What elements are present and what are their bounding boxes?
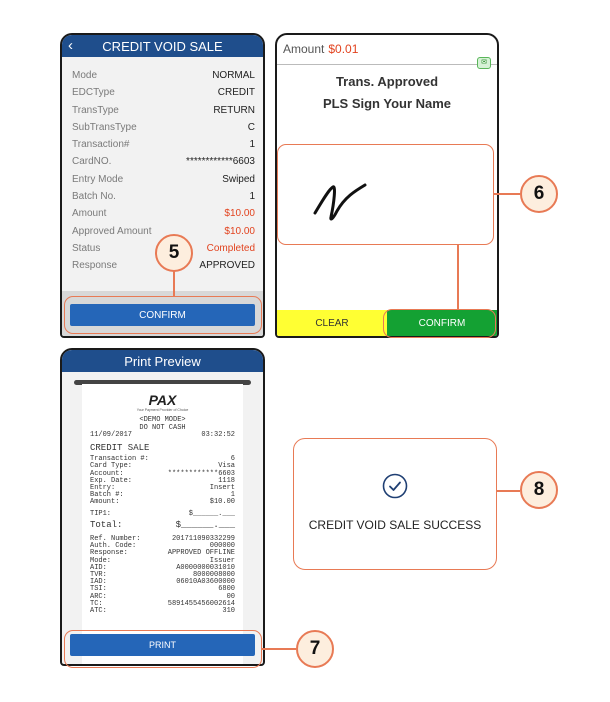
tip-label: TIP1: — [90, 509, 112, 518]
receipt-label: Card Type: — [90, 462, 133, 471]
detail-label: Status — [72, 242, 101, 254]
detail-value: 1 — [249, 191, 255, 203]
amount-bar — [277, 35, 497, 65]
screen1-header — [62, 35, 263, 57]
detail-label: Entry Mode — [72, 173, 124, 185]
detail-row — [72, 188, 255, 205]
receipt-label: AID: — [90, 563, 107, 572]
highlight-confirm-signature — [383, 309, 496, 338]
callout-6: 6 — [520, 175, 558, 213]
receipt-title: CREDIT SALE — [90, 443, 150, 454]
highlight-signature — [277, 144, 494, 245]
detail-value: C — [247, 121, 255, 133]
tip-value: $______.___ — [188, 509, 235, 518]
amount-label: Amount — [283, 42, 325, 56]
receipt-time: 03:32:52 — [201, 431, 235, 439]
check-circle-icon — [382, 473, 408, 499]
credit-void-sale-screen — [60, 33, 265, 338]
detail-value: 1 — [249, 139, 255, 151]
detail-label: Mode — [72, 70, 98, 81]
demo-mode: <DEMO MODE> — [139, 416, 186, 424]
detail-value: RETURN — [213, 104, 255, 116]
detail-row — [72, 84, 255, 101]
detail-label: Amount — [72, 208, 107, 220]
receipt-label: Exp. Date: — [90, 476, 133, 485]
success-card — [293, 438, 497, 570]
print-preview-screen — [60, 348, 265, 666]
detail-value: NORMAL — [212, 70, 255, 81]
receipt-emv-details — [90, 536, 235, 615]
sign-prompt: PLS Sign Your Name — [322, 96, 452, 111]
receipt-value: Visa — [218, 462, 235, 471]
detail-value: $10.00 — [224, 225, 255, 237]
detail-value: CREDIT — [217, 87, 255, 99]
receipt-value: 00 — [226, 592, 235, 601]
connector-6a — [494, 193, 520, 195]
receipt-label: Amount: — [90, 498, 120, 507]
pax-logo: PAX — [148, 392, 177, 408]
receipt-value: 1 — [230, 491, 235, 500]
detail-label: Response — [72, 260, 118, 272]
confirm-signature-button[interactable]: CONFIRM — [387, 310, 497, 336]
detail-value: ************6603 — [186, 156, 255, 168]
detail-value: APPROVED — [199, 260, 255, 272]
receipt[interactable] — [82, 384, 243, 664]
receipt-row — [90, 579, 235, 586]
receipt-value: A0000000031010 — [176, 563, 235, 572]
detail-row — [72, 205, 255, 222]
detail-label: SubTransType — [72, 121, 137, 133]
receipt-row — [90, 608, 235, 615]
highlight-confirm — [64, 296, 262, 334]
do-not-cash: DO NOT CASH — [139, 424, 186, 432]
detail-row — [72, 171, 255, 188]
detail-label: EDCType — [72, 87, 115, 99]
screen1-title: CREDIT VOID SALE — [102, 38, 223, 54]
receipt-date: 11/09/2017 — [90, 431, 133, 439]
receipt-label: Transaction #: — [90, 455, 149, 464]
receipt-value: 5891455456002614 — [167, 599, 235, 608]
connector-6b — [457, 245, 459, 310]
receipt-value: Insert — [209, 484, 235, 493]
print-preview-title: Print Preview — [62, 350, 263, 372]
logo-tagline: Your Payment Provider of Choice — [136, 408, 189, 412]
print-button[interactable]: PRINT — [70, 634, 255, 656]
receipt-label: ATC: — [90, 607, 107, 616]
chevron-left-icon[interactable]: ‹ — [68, 37, 73, 54]
clear-button[interactable]: CLEAR — [277, 310, 387, 336]
confirm-button[interactable]: CONFIRM — [70, 304, 255, 326]
receipt-value: Issuer — [209, 556, 235, 565]
highlight-print — [64, 630, 262, 668]
receipt-label: IAD: — [90, 578, 107, 587]
detail-label: Batch No. — [72, 191, 116, 203]
receipt-value: 8000008000 — [192, 571, 235, 580]
detail-value: Completed — [206, 242, 255, 254]
receipt-value: 201711090332299 — [171, 535, 235, 544]
receipt-label: ARC: — [90, 592, 107, 601]
receipt-value: 310 — [222, 607, 235, 616]
receipt-value: 6 — [230, 455, 235, 464]
total-value: $______.___ — [175, 519, 235, 530]
receipt-row — [90, 499, 235, 506]
receipt-value: ************6603 — [167, 469, 235, 478]
connector-8 — [497, 490, 520, 492]
detail-row — [72, 136, 255, 153]
receipt-label: Response: — [90, 549, 128, 558]
receipt-label: TVR: — [90, 571, 107, 580]
receipt-label: Batch #: — [90, 491, 124, 500]
callout-8: 8 — [520, 471, 558, 509]
receipt-label: TC: — [90, 599, 103, 608]
receipt-label: Ref. Number: — [90, 535, 141, 544]
detail-row — [72, 102, 255, 119]
detail-label: CardNO. — [72, 156, 112, 168]
receipt-row — [90, 586, 235, 593]
detail-row — [72, 153, 255, 170]
detail-row — [72, 67, 255, 84]
receipt-value: 000000 — [209, 542, 235, 551]
connector-5 — [173, 271, 175, 297]
detail-row — [72, 119, 255, 136]
receipt-value: 06010A03600000 — [176, 578, 235, 587]
detail-label: Transaction# — [72, 139, 130, 151]
receipt-label: TSI: — [90, 585, 107, 594]
amount-value: $0.01 — [328, 42, 359, 56]
total-label: Total: — [90, 519, 123, 530]
receipt-details — [90, 456, 235, 506]
detail-label: Approved Amount — [72, 225, 152, 237]
receipt-label: Entry: — [90, 484, 116, 493]
receipt-label: Auth. Code: — [90, 542, 137, 551]
callout-7: 7 — [296, 630, 334, 668]
detail-value: Swiped — [222, 173, 255, 185]
success-message: CREDIT VOID SALE SUCCESS — [308, 518, 482, 532]
receipt-label: Account: — [90, 469, 124, 478]
detail-label: TransType — [72, 104, 119, 116]
approval-message: Trans. Approved — [335, 74, 439, 89]
callout-5: 5 — [155, 234, 193, 272]
receipt-label: Mode: — [90, 556, 112, 565]
receipt-value: 1118 — [218, 476, 235, 485]
receipt-value: APPROVED OFFLINE — [167, 549, 235, 558]
connector-7 — [262, 648, 296, 650]
receipt-value: $10.00 — [209, 498, 235, 507]
message-icon[interactable]: ✉ — [477, 57, 491, 69]
receipt-value: 6800 — [218, 585, 235, 594]
receipt-row — [90, 601, 235, 608]
detail-value: $10.00 — [224, 208, 255, 220]
